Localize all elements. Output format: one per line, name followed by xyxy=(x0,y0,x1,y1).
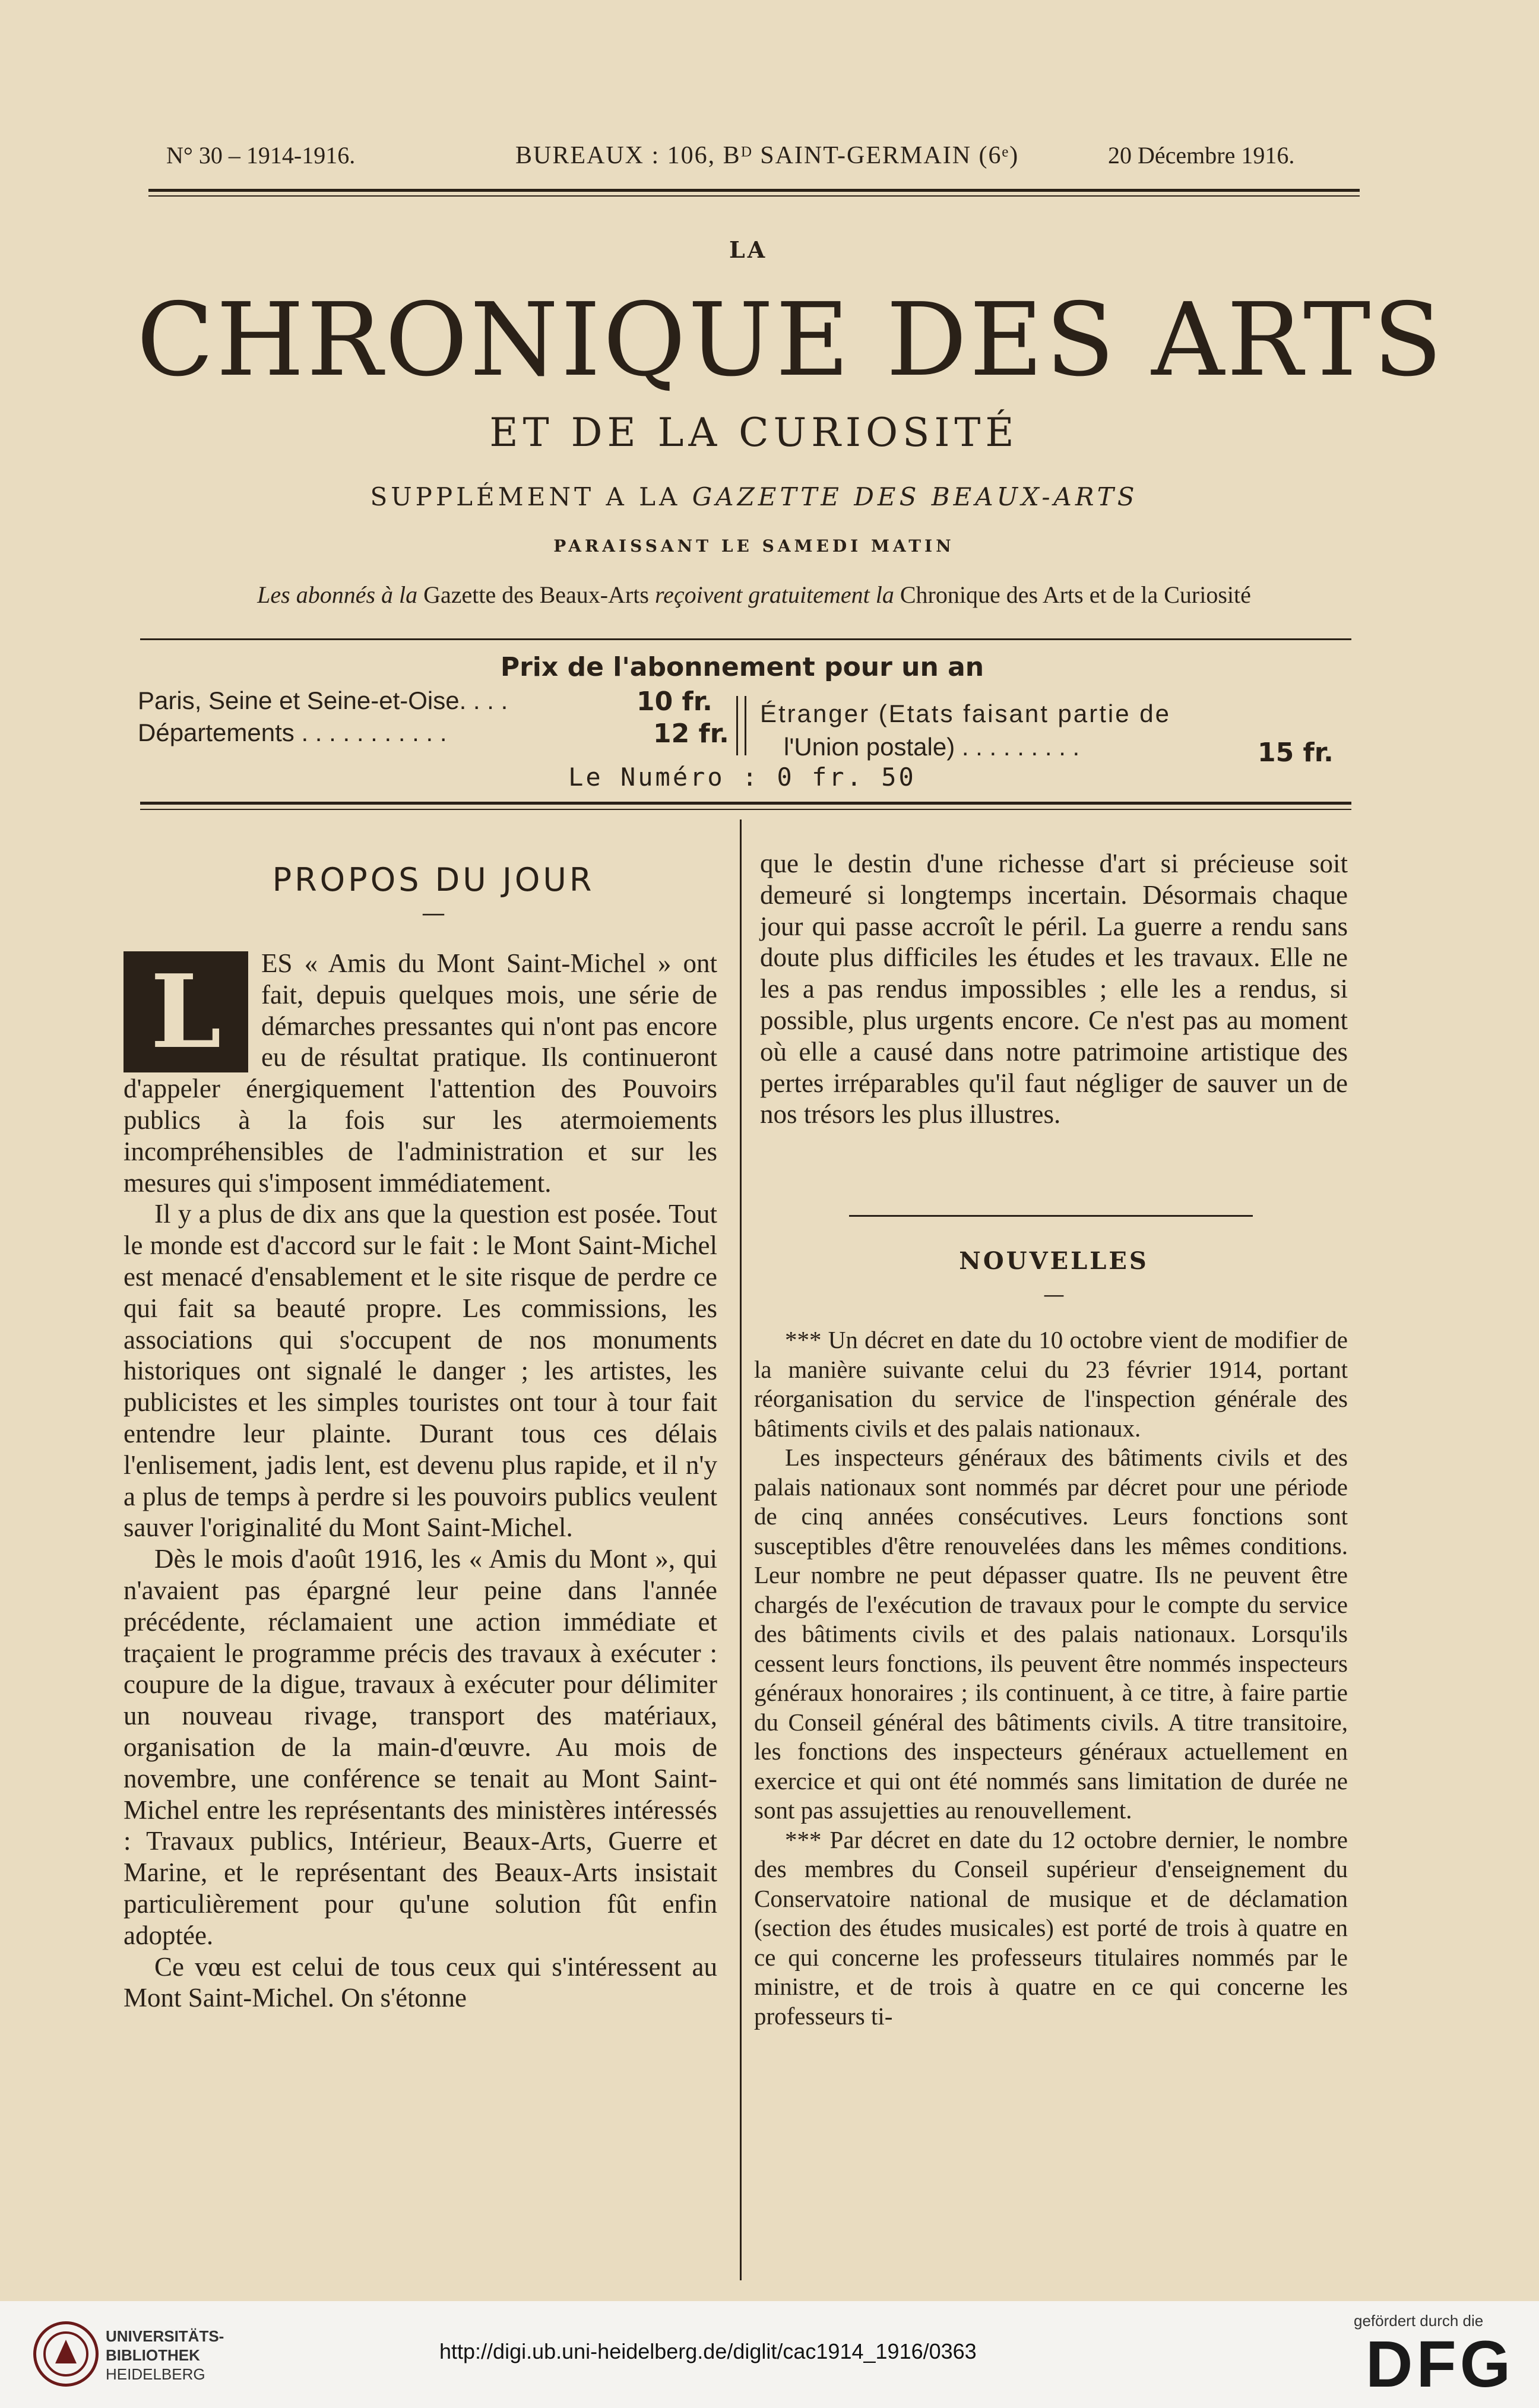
masthead-title: CHRONIQUE DES ARTS xyxy=(137,281,1445,399)
subscribers-note-c: reçoivent gratuitement la xyxy=(654,581,894,608)
news-heading: NOUVELLES xyxy=(959,1247,1149,1275)
article-body xyxy=(124,948,717,2014)
office-address: BUREAUX : 106, Bᴰ SAINT-GERMAIN (6ᵉ) xyxy=(515,142,1019,169)
issue-date: 20 Décembre 1916. xyxy=(1108,142,1295,169)
masthead-subtitle: ET DE LA CURIOSITÉ xyxy=(489,410,1019,455)
subscription-rule-thin xyxy=(140,809,1351,810)
publication-frequency: PARAISSANT LE SAMEDI MATIN xyxy=(553,536,955,556)
news-heading-dash: — xyxy=(1043,1283,1065,1307)
section-ornament-rule xyxy=(849,1215,1253,1217)
supplement-journal: GAZETTE DES BEAUX-ARTS xyxy=(692,482,1138,511)
article-paragraph-2: Il y a plus de dix ans que la question est posée. Tout le monde est d'accord sur le fait : le Mont Saint-Michel est menacé d'ensablement et le site risque de perdre ce qui fait sa beauté propre. Les commissions, les associations qui s'occupent de nos monuments historiques ont signalé le danger ; les artistes, les publicistes et les simples touristes ont tour à tour fait entendre leur plainte. Durant tous ces délais l'enlisement, jadis lent, est devenu plus rapide, et il n'y a plus de temps à perdre si les pouvoirs publics veulent sauver l'originalité du Mont Saint-Michel. xyxy=(124,1199,717,1543)
header-rule-thin xyxy=(148,195,1360,197)
masthead-rule xyxy=(140,638,1351,640)
masthead-la: LA xyxy=(729,236,768,263)
header-rule xyxy=(148,189,1360,192)
news-item-3: *** Par décret en date du 12 octobre dernier, le nombre des membres du Conseil supérieur d'enseignement du Conservatoire national de musique et de déclamation (section des études musicales) est porté de trois à quatre en ce qui concerne les professeurs titulaires nommés par le ministre, et de trois à quatre en ce qui concerne les professeurs ti- xyxy=(754,1825,1348,2030)
article-continuation xyxy=(760,848,1348,1130)
issue-number: N° 30 – 1914-1916. xyxy=(166,142,356,169)
funding-note: gefördert durch die xyxy=(1354,2312,1484,2330)
dropcap-ornament xyxy=(124,951,248,1072)
article-heading: PROPOS DU JOUR xyxy=(272,861,595,898)
news-item-1: *** Un décret en date du 10 octobre vient de modifier de la manière suivante celui du 23 février 1914, portant réorganisation du service de l'inspection générale des bâtiments civils et des palais nationaux. xyxy=(754,1326,1348,1442)
single-issue-price: Le Numéro : 0 fr. 50 xyxy=(568,762,916,792)
dropcap-letter: L xyxy=(150,953,221,1071)
news-item-2: Les inspecteurs généraux des bâtiments civils et des palais nationaux sont nommés par décret pour une période de cinq années consécutives. Leurs fonctions sont susceptibles d'être renouvelées dans les mêmes conditions. Leur nombre ne peut dépasser quatre. Ils ne peuvent être chargés de l'exécution de travaux pour le compte du service des bâtiments civils et des palais nationaux. Lorsqu'ils cessent leurs fonctions, ils peuvent être nommés inspecteurs généraux honoraires ; ils continuent, à ce titre, à faire partie du Conseil général des bâtiments civils. A titre transitoire, les fonctions des inspecteurs généraux actuellement en exercice et qui ont été nommés sans limitation de durée ne sont pas assujetties au renouvellement. xyxy=(754,1444,1348,1824)
university-seal-icon xyxy=(33,2321,99,2387)
subscription-foreign-line1: Étranger (Etats faisant partie de xyxy=(760,700,1171,727)
library-name-3: HEIDELBERG xyxy=(106,2365,205,2383)
subscription-heading: Prix de l'abonnement pour un an xyxy=(500,652,984,682)
subscription-divider-2 xyxy=(745,696,746,755)
subscription-paris-label: Paris, Seine et Seine-et-Oise. . . . xyxy=(138,686,508,714)
source-url-link[interactable]: http://digi.ub.uni-heidelberg.de/diglit/cac1914_1916/0363 xyxy=(439,2339,977,2363)
library-name-1: UNIVERSITÄTS- xyxy=(106,2327,224,2345)
subscribers-note-b: Gazette des Beaux-Arts xyxy=(423,581,649,608)
subscription-foreign-price: 15 fr. xyxy=(1258,738,1334,768)
subscription-paris-price: 10 fr. xyxy=(636,686,712,717)
news-body xyxy=(754,1325,1348,2031)
subscribers-note-a: Les abonnés à la xyxy=(257,581,418,608)
article-heading-dash: — xyxy=(422,900,445,927)
dfg-logo: DFG xyxy=(1366,2328,1515,2401)
subscription-divider xyxy=(736,696,738,755)
subscription-foreign-line2: l'Union postale) . . . . . . . . . xyxy=(784,733,1080,761)
supplement-prefix: SUPPLÉMENT A LA xyxy=(370,482,681,511)
library-name-2: BIBLIOTHEK xyxy=(106,2346,200,2364)
subscription-rule xyxy=(140,802,1351,805)
article-paragraph-4: Ce vœu est celui de tous ceux qui s'intéressent au Mont Saint-Michel. On s'étonne xyxy=(124,1951,717,2013)
footer-bar xyxy=(0,2301,1539,2408)
supplement-line xyxy=(137,482,1372,511)
subscribers-note-d: Chronique des Arts et de la Curiosité xyxy=(900,581,1251,608)
article-paragraph-3: Dès le mois d'août 1916, les « Amis du Mont », qui n'avaient pas épargné leur peine dans l'année précédente, réclamaient une action immédiate et traçaient le programme précis des travaux à exécuter : coupure de la digue, travaux à exécuter pour délimiter un nouveau rivage, transport des matériaux, organisation de la main-d'œuvre. Au mois de novembre, une conférence se tenait au Mont Saint-Michel entre les représentants des ministères intéressés : Travaux publics, Intérieur, Beaux-Arts, Guerre et Marine, et le représentant des Beaux-Arts insistait particulièrement pour qu'une solution fût enfin adoptée. xyxy=(124,1544,717,1950)
subscribers-note xyxy=(137,581,1372,609)
article-paragraph-1: ES « Amis du Mont Saint-Michel » ont fait, depuis quelques mois, une série de démarches pressantes qui n'ont pas encore eu de résultat pratique. Ils continueront d'appeler énergiquement l'attention des Pouvoirs publics à la fois sur les atermoiements incompréhensibles de l'administration et sur les mesures qui s'imposent immédiatement. xyxy=(124,948,717,1198)
article-continuation-paragraph: que le destin d'une richesse d'art si précieuse soit demeuré si longtemps incertain. Désormais chaque jour qui passe accroît le péril. La guerre a rendu sans doute plus difficiles les études et les travaux. Elle ne les a pas rendus impossibles ; elle les a rendus, si possible, plus urgents encore. Ce n'est pas au moment où elle a causé dans notre patrimoine artistique des pertes irréparables qu'il faut négliger de sauver un de nos trésors les plus illustres. xyxy=(760,849,1348,1129)
subscription-departements-label: Départements . . . . . . . . . . . xyxy=(138,719,447,746)
column-divider xyxy=(740,819,742,2280)
subscription-departements-price: 12 fr. xyxy=(653,719,729,749)
